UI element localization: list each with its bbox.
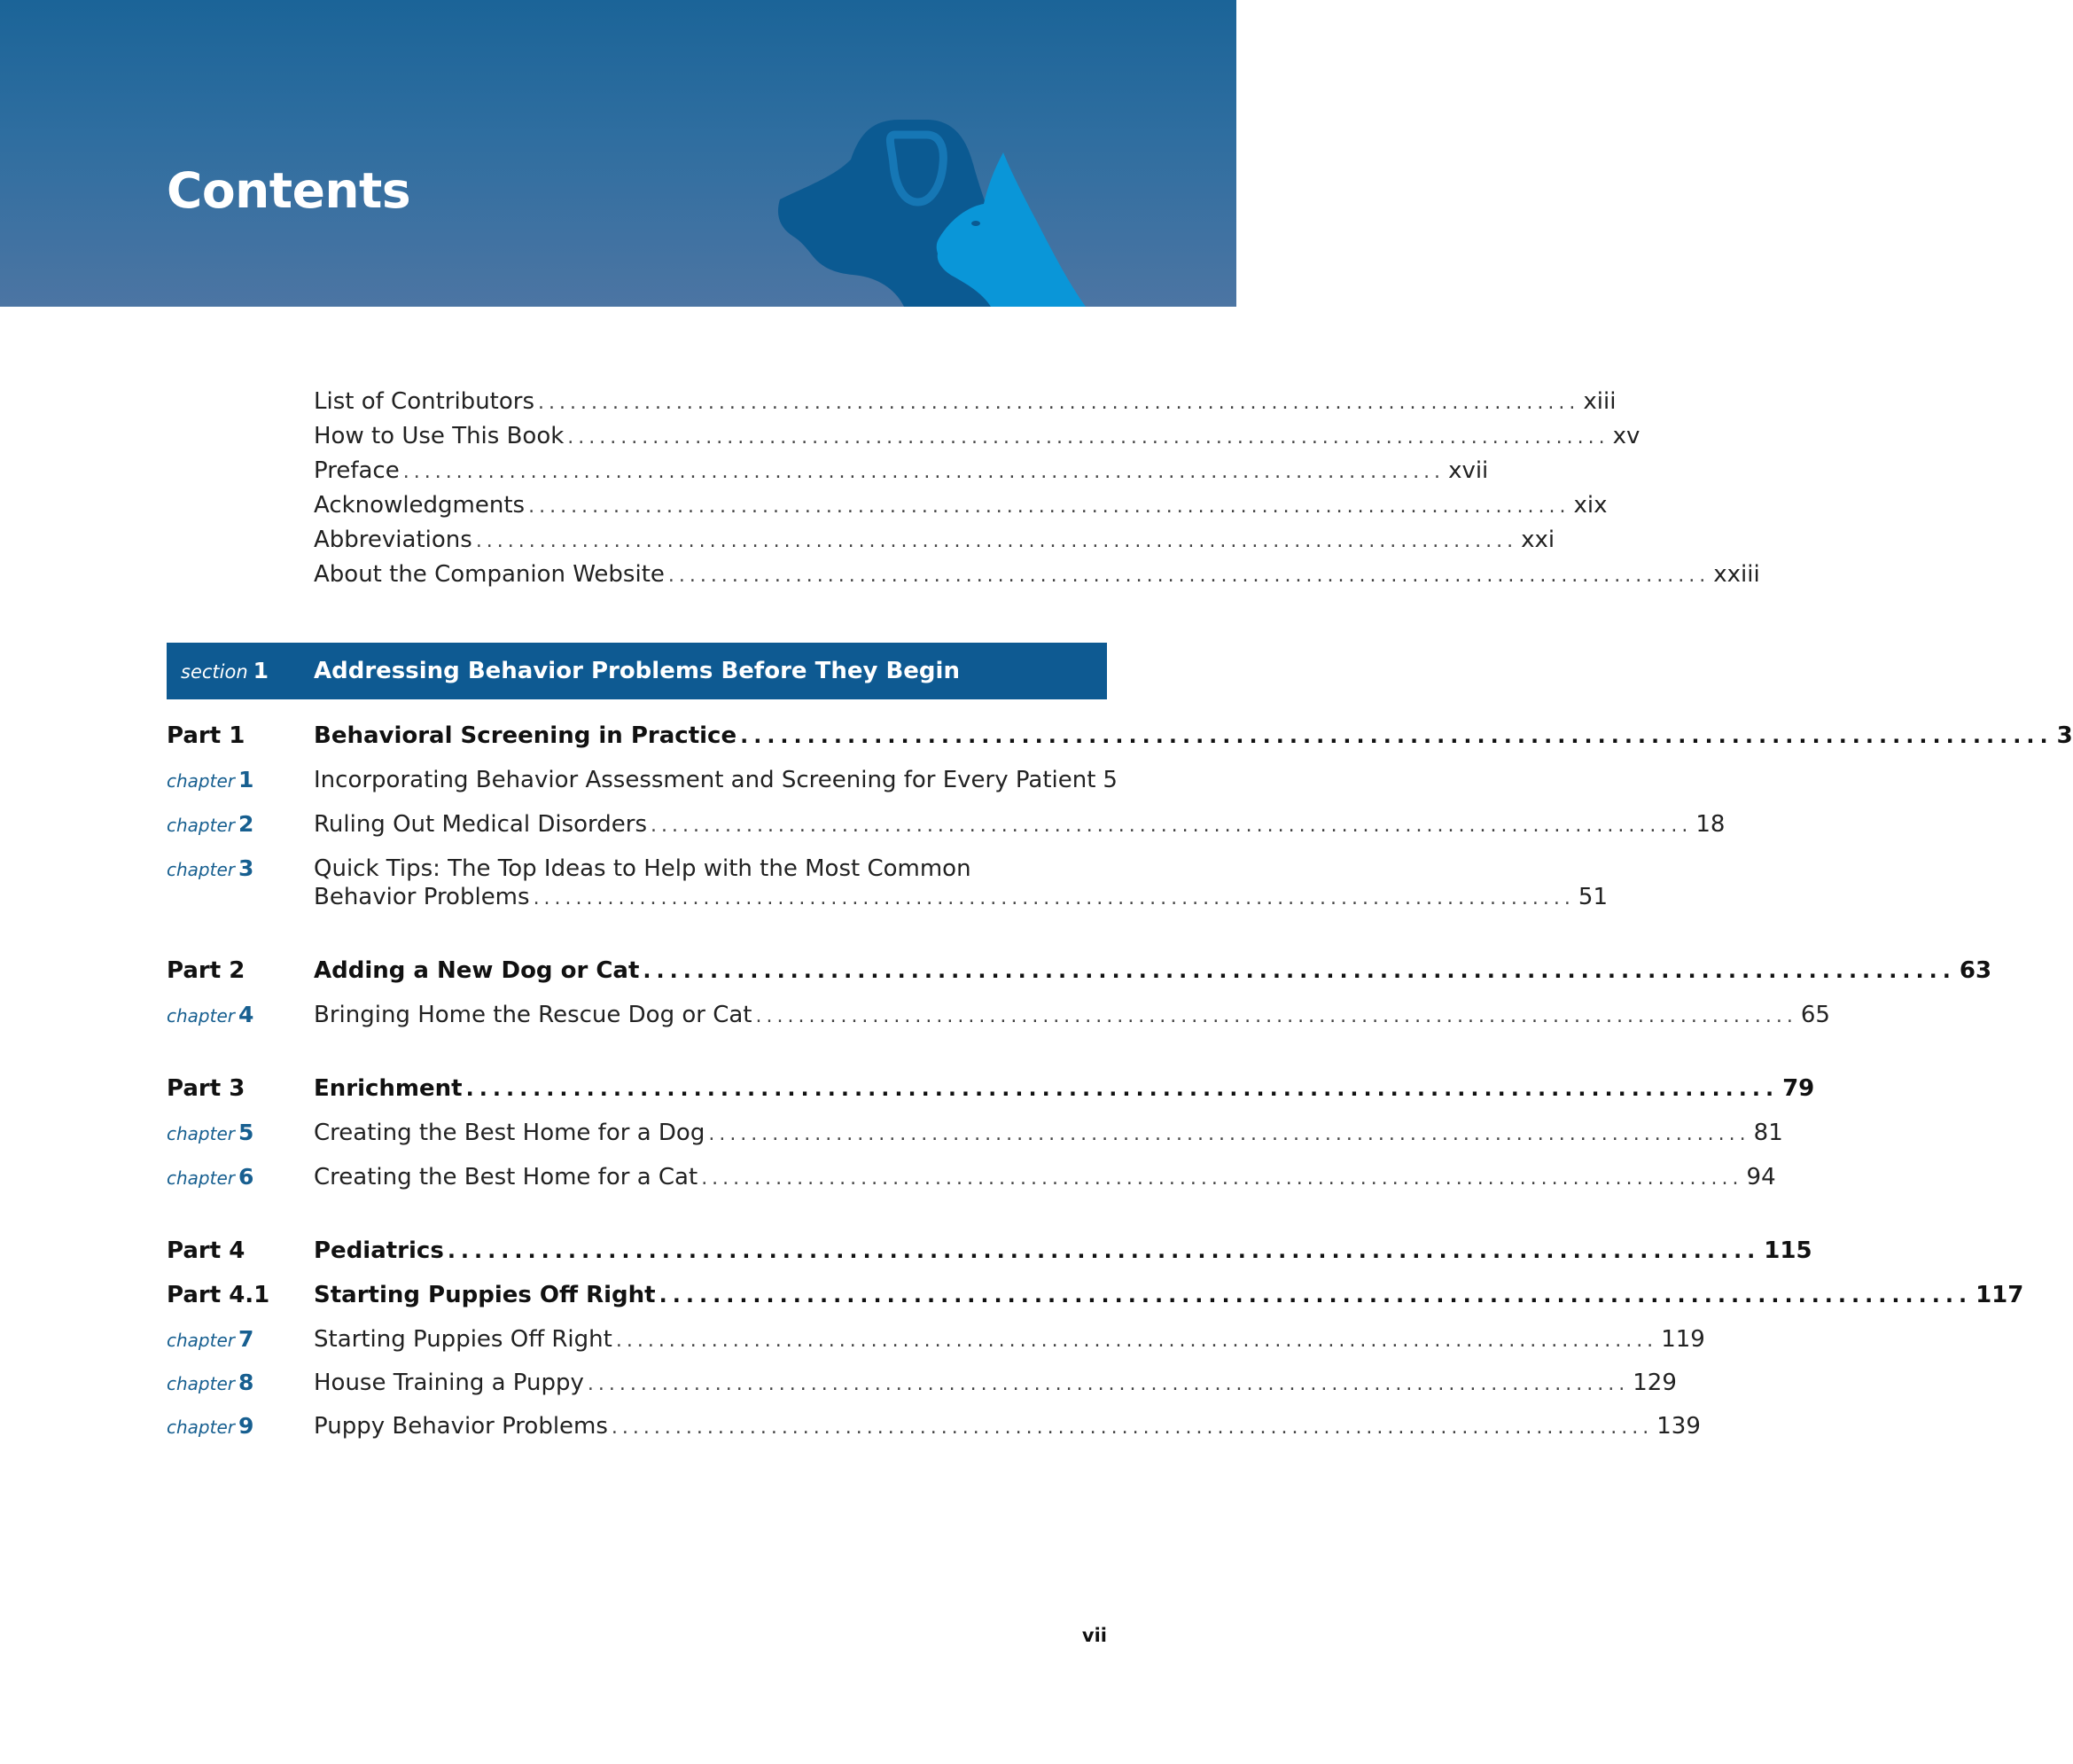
part-label: Part 4.1 bbox=[167, 1282, 270, 1308]
chapter-label: chapter 8 bbox=[167, 1370, 254, 1395]
chapter-label: chapter 6 bbox=[167, 1164, 254, 1190]
front-matter-item[interactable]: Preface .................................................................................................. xvii bbox=[314, 457, 1489, 484]
chapter-label: chapter 3 bbox=[167, 855, 254, 881]
chapter-entry[interactable]: Behavior Problems .................................................................................................. 51 bbox=[314, 884, 1608, 910]
chapter-entry[interactable]: Creating the Best Home for a Dog .................................................................................................. 81 bbox=[314, 1120, 1783, 1146]
page-title: Contents bbox=[167, 162, 411, 219]
contents-header bbox=[0, 0, 1236, 307]
part-entry[interactable]: Behavioral Screening in Practice .................................................................................................. 3 bbox=[314, 722, 2073, 749]
part-entry[interactable]: Enrichment .................................................................................................. 79 bbox=[314, 1075, 1815, 1102]
front-matter-item[interactable]: About the Companion Website .................................................................................................. xxiii bbox=[314, 561, 1760, 588]
chapter-label: chapter 7 bbox=[167, 1326, 254, 1352]
chapter-entry[interactable]: House Training a Puppy .................................................................................................. 129 bbox=[314, 1370, 1677, 1396]
chapter-entry[interactable]: Creating the Best Home for a Cat .................................................................................................. 94 bbox=[314, 1164, 1776, 1190]
front-matter-item[interactable]: Abbreviations .................................................................................................. xxi bbox=[314, 527, 1555, 553]
section-tag: section 1 bbox=[181, 658, 269, 683]
part-label: Part 2 bbox=[167, 957, 245, 984]
front-matter-item[interactable]: Acknowledgments .................................................................................................. xix bbox=[314, 492, 1608, 519]
chapter-entry[interactable]: Starting Puppies Off Right .................................................................................................. 119 bbox=[314, 1326, 1705, 1353]
chapter-label: chapter 9 bbox=[167, 1413, 254, 1439]
section-title: Addressing Behavior Problems Before They Begin bbox=[314, 658, 960, 684]
part-entry[interactable]: Pediatrics .................................................................................................. 115 bbox=[314, 1237, 1812, 1264]
chapter-entry[interactable]: Bringing Home the Rescue Dog or Cat .................................................................................................. 65 bbox=[314, 1002, 1830, 1028]
chapter-label: chapter 4 bbox=[167, 1002, 254, 1027]
chapter-entry[interactable]: Incorporating Behavior Assessment and Screening for Every Patient 5 bbox=[314, 767, 1118, 793]
chapter-entry[interactable]: Puppy Behavior Problems .................................................................................................. 139 bbox=[314, 1413, 1701, 1440]
chapter-label: chapter 5 bbox=[167, 1120, 254, 1145]
part-label: Part 4 bbox=[167, 1237, 245, 1264]
front-matter-item[interactable]: List of Contributors .................................................................................................. xiii bbox=[314, 388, 1617, 415]
chapter-label: chapter 1 bbox=[167, 767, 254, 792]
chapter-title-line-1[interactable]: Quick Tips: The Top Ideas to Help with the Most Common bbox=[314, 855, 971, 882]
chapter-entry[interactable]: Ruling Out Medical Disorders .................................................................................................. 18 bbox=[314, 811, 1726, 838]
chapter-label: chapter 2 bbox=[167, 811, 254, 837]
part-label: Part 1 bbox=[167, 722, 245, 749]
part-entry[interactable]: Starting Puppies Off Right .................................................................................................. 117 bbox=[314, 1282, 2024, 1308]
section-banner[interactable] bbox=[167, 643, 1107, 699]
dog-and-cat-illustration bbox=[771, 106, 1126, 307]
front-matter-item[interactable]: How to Use This Book .................................................................................................. xv bbox=[314, 423, 1640, 449]
part-label: Part 3 bbox=[167, 1075, 245, 1102]
page-number: vii bbox=[1081, 1625, 1107, 1646]
part-entry[interactable]: Adding a New Dog or Cat .................................................................................................. 63 bbox=[314, 957, 1992, 984]
